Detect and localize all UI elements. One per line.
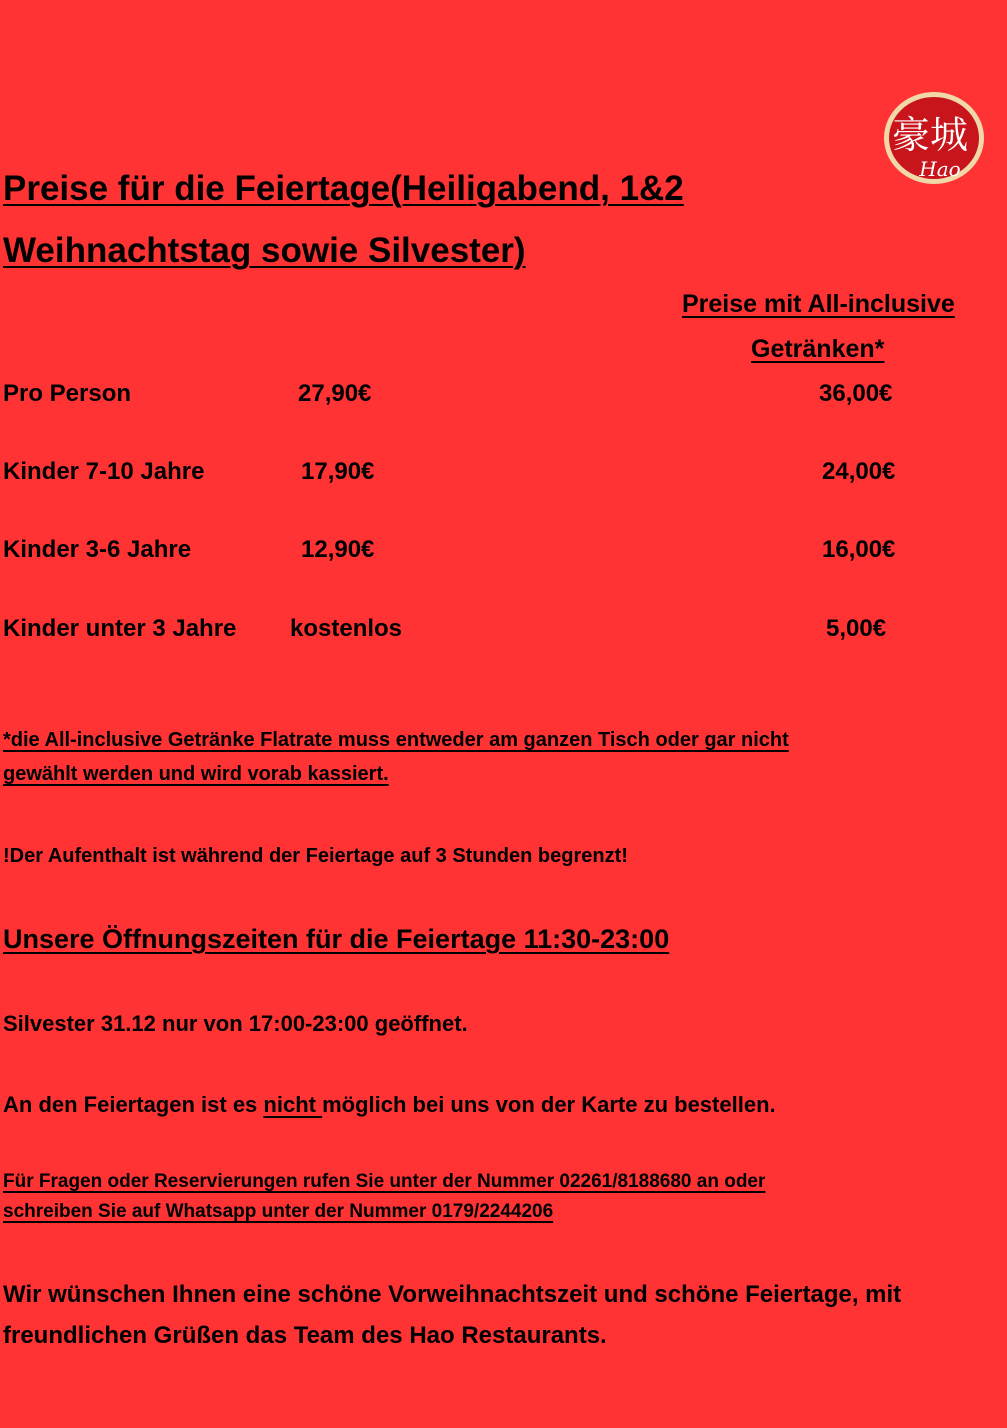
price-row-all-inclusive: 5,00€ [826, 615, 887, 642]
wishes-line1: Wir wünschen Ihnen eine schöne Vorweihnachtszeit und schöne Feiertage, mit [3, 1281, 902, 1308]
all-inclusive-header-line2: Getränken* [751, 335, 885, 363]
price-row-all-inclusive: 16,00€ [822, 536, 896, 563]
footnote-line1: *die All-inclusive Getränke Flatrate muss entweder am ganzen Tisch oder gar nicht [3, 729, 789, 751]
silvester-hours: Silvester 31.12 nur von 17:00-23:00 geöffnet. [3, 1011, 468, 1036]
all-inclusive-header-line1: Preise mit All-inclusive [682, 290, 955, 318]
page-title-line1: Preise für die Feiertage(Heiligabend, 1&2 [3, 169, 684, 208]
price-row-all-inclusive: 36,00€ [819, 380, 893, 407]
price-row-price: 12,90€ [301, 536, 375, 563]
contact-line1: Für Fragen oder Reservierungen rufen Sie unter der Nummer 02261/8188680 an oder [3, 1171, 766, 1192]
price-row-label: Kinder 7-10 Jahre [3, 458, 205, 485]
price-row-label: Kinder unter 3 Jahre [3, 615, 237, 642]
price-row-price: kostenlos [290, 615, 403, 642]
menu-notice [3, 1092, 776, 1118]
restaurant-logo [882, 90, 986, 186]
page-title-line2: Weihnachtstag sowie Silvester) [3, 231, 526, 270]
menu-notice-after: möglich bei uns von der Karte zu bestellen. [322, 1092, 776, 1117]
stay-limit-notice: !Der Aufenthalt ist während der Feiertage auf 3 Stunden begrenzt! [3, 845, 628, 867]
price-row-price: 27,90€ [298, 380, 372, 407]
price-row-label: Kinder 3-6 Jahre [3, 536, 192, 563]
menu-notice-emphasis: nicht [263, 1092, 323, 1117]
logo-latin-text: Hao [919, 157, 961, 181]
menu-notice-before: An den Feiertagen ist es [3, 1092, 264, 1117]
footnote-line2: gewählt werden und wird vorab kassiert. [3, 763, 389, 785]
logo-chinese-text: 豪城 [891, 113, 969, 157]
price-row-price: 17,90€ [301, 458, 375, 485]
opening-hours-heading: Unsere Öffnungszeiten für die Feiertage 11:30-23:00 [3, 924, 670, 954]
contact-line2: schreiben Sie auf Whatsapp unter der Nummer 0179/2244206 [3, 1201, 554, 1222]
price-row-label: Pro Person [3, 380, 132, 407]
wishes-line2: freundlichen Grüßen das Team des Hao Restaurants. [3, 1322, 607, 1349]
price-row-all-inclusive: 24,00€ [822, 458, 896, 485]
